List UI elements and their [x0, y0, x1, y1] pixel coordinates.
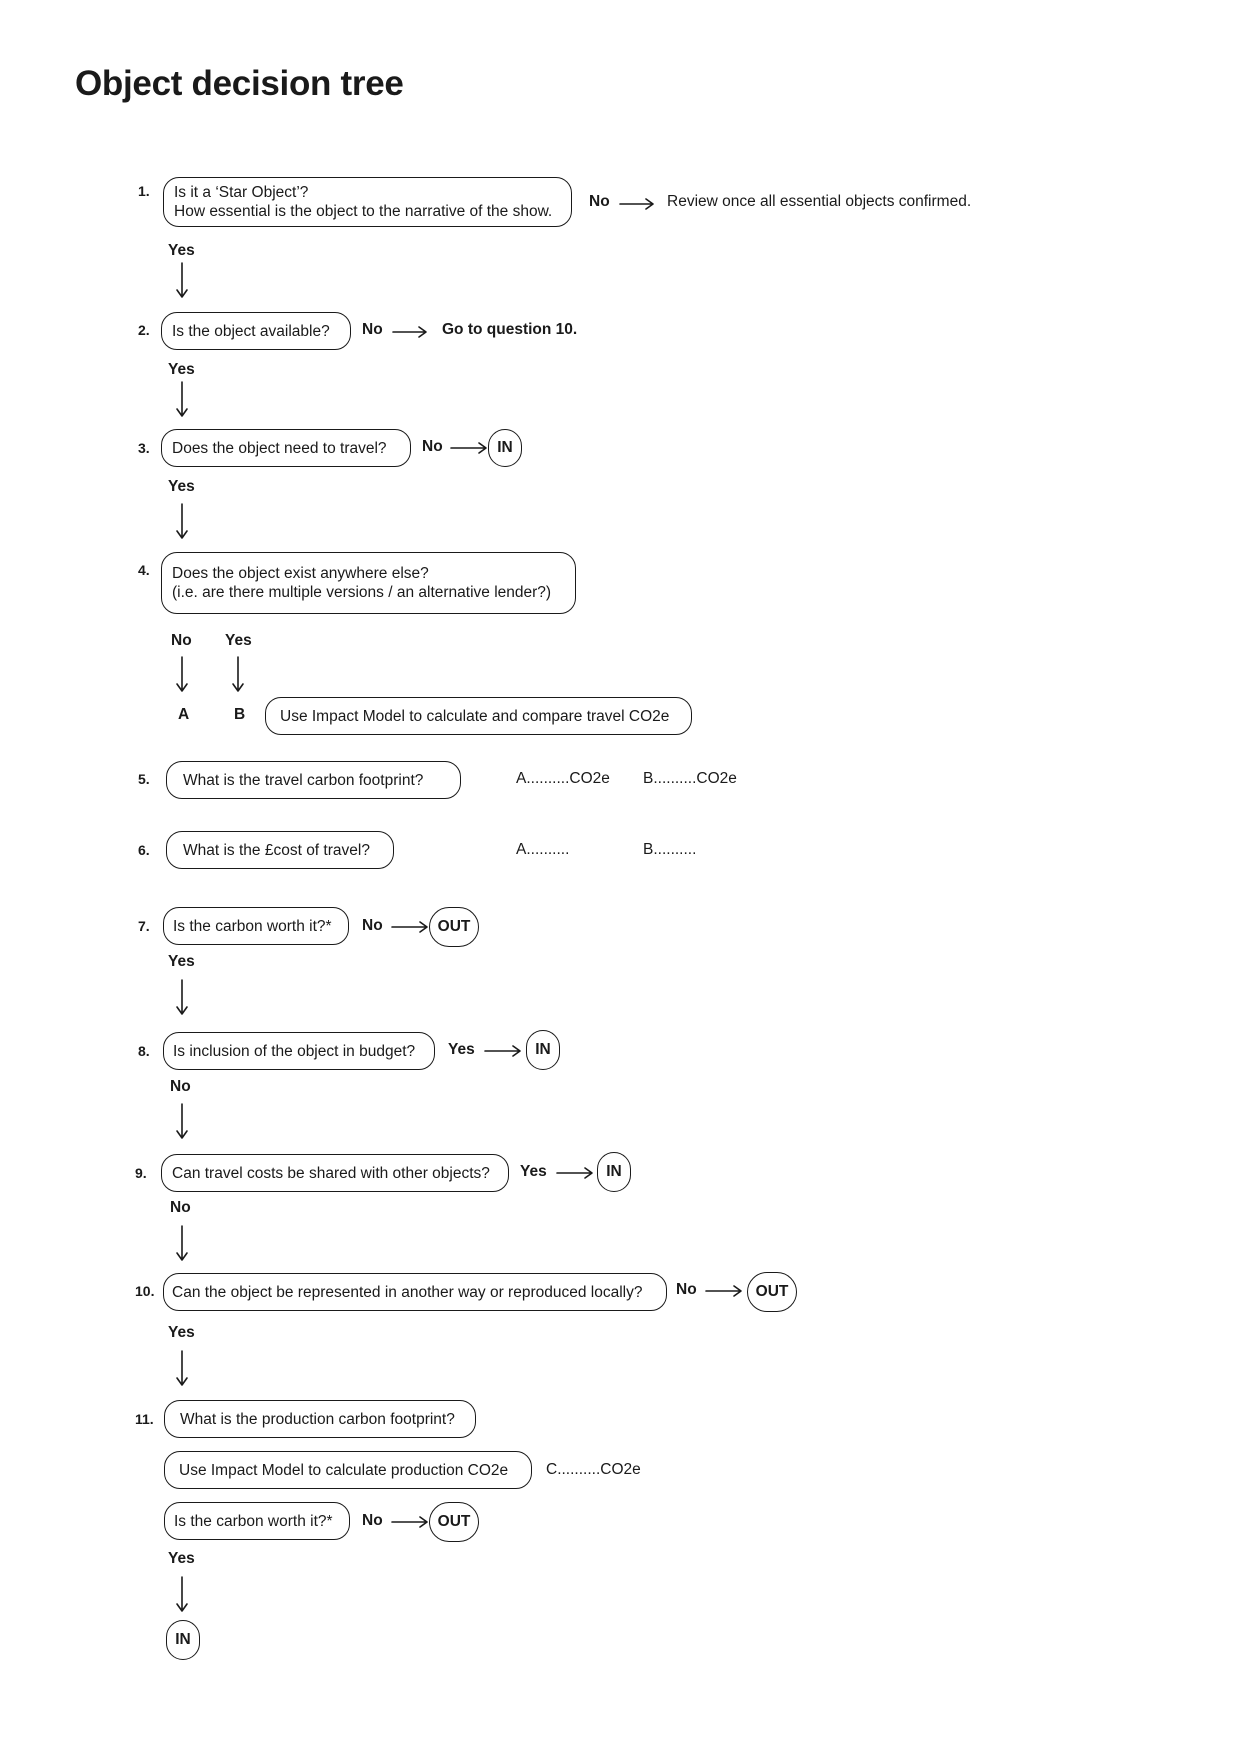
q11-worth-box: [164, 1502, 350, 1540]
q4-line2: (i.e. are there multiple versions / an alternative lender?): [172, 584, 552, 601]
q6-number: 6.: [138, 842, 150, 858]
q11-impact-text: Use Impact Model to calculate production CO2e: [179, 1461, 509, 1479]
q10-yes-arrow-icon: [172, 1350, 192, 1388]
q10-yes-label: Yes: [168, 1324, 195, 1341]
q7-no-label: No: [362, 917, 383, 934]
q2-text: Is the object available?: [172, 322, 330, 340]
q11-yes-arrow-icon: [172, 1576, 192, 1614]
q2-number: 2.: [138, 322, 150, 338]
q1-no-arrow-icon: [619, 194, 655, 214]
q8-number: 8.: [138, 1043, 150, 1059]
q9-yes-label: Yes: [520, 1163, 547, 1180]
q3-yes-arrow-icon: [172, 503, 192, 541]
q9-box: [161, 1154, 509, 1192]
q1-line2: How essential is the object to the narrative of the show.: [174, 203, 553, 220]
q9-no-label: No: [170, 1199, 191, 1216]
q6-text: What is the £cost of travel?: [183, 841, 370, 859]
q5-a-value: A..........CO2e: [516, 770, 610, 787]
q11-final-in-result: IN: [166, 1620, 200, 1660]
q8-text: Is inclusion of the object in budget?: [173, 1042, 416, 1060]
q11-no-label: No: [362, 1512, 383, 1529]
q8-in-result: IN: [526, 1030, 560, 1070]
q3-no-arrow-icon: [450, 438, 488, 458]
q5-box: [166, 761, 461, 799]
q2-box: [161, 312, 351, 350]
q3-in-result: IN: [488, 429, 522, 467]
q11-yes-label: Yes: [168, 1550, 195, 1567]
q4-no-arrow-icon: [172, 656, 192, 694]
q4-impact-box: [265, 697, 692, 735]
q2-no-result: Go to question 10.: [442, 321, 578, 338]
q7-number: 7.: [138, 918, 150, 934]
q3-number: 3.: [138, 440, 150, 456]
q11-text: What is the production carbon footprint?: [180, 1410, 455, 1428]
q11-c-value: C..........CO2e: [546, 1461, 641, 1478]
q3-box: [161, 429, 411, 467]
q1-yes-arrow-icon: [172, 262, 192, 300]
q10-number: 10.: [135, 1283, 155, 1299]
q10-box: [163, 1273, 667, 1311]
q9-in-result: IN: [597, 1152, 631, 1192]
q1-no-result: Review once all essential objects confirmed.: [667, 193, 972, 210]
q11-out-result: OUT: [429, 1502, 479, 1542]
q11-worth-text: Is the carbon worth it?*: [174, 1512, 333, 1530]
q4-no-label: No: [171, 632, 192, 649]
q9-number: 9.: [135, 1165, 147, 1181]
q7-text: Is the carbon worth it?*: [173, 917, 332, 935]
q2-no-arrow-icon: [392, 322, 428, 342]
q6-a-value: A..........: [516, 841, 570, 858]
q11-box: [164, 1400, 476, 1438]
q1-number: 1.: [138, 183, 150, 199]
q11-impact-box: [164, 1451, 532, 1489]
q3-yes-label: Yes: [168, 478, 195, 495]
q2-yes-arrow-icon: [172, 381, 192, 419]
q5-number: 5.: [138, 771, 150, 787]
q4-line1: Does the object exist anywhere else?: [172, 565, 429, 582]
q4-impact-text: Use Impact Model to calculate and compare travel CO2e: [280, 707, 670, 725]
q3-no-label: No: [422, 438, 443, 455]
q5-text: What is the travel carbon footprint?: [183, 771, 424, 789]
q8-no-arrow-icon: [172, 1103, 192, 1141]
page-title: Object decision tree: [75, 64, 404, 103]
q8-box: [163, 1032, 435, 1070]
q11-number: 11.: [135, 1411, 154, 1427]
q2-yes-label: Yes: [168, 361, 195, 378]
q6-box: [166, 831, 394, 869]
q6-b-value: B..........: [643, 841, 697, 858]
q10-out-result: OUT: [747, 1272, 797, 1312]
q9-no-arrow-icon: [172, 1225, 192, 1263]
q9-text: Can travel costs be shared with other objects?: [172, 1164, 490, 1182]
q1-no-label: No: [589, 193, 610, 210]
q1-yes-label: Yes: [168, 242, 195, 259]
q10-no-label: No: [676, 1281, 697, 1298]
q4-option-b: B: [234, 706, 246, 723]
q7-yes-arrow-icon: [172, 979, 192, 1017]
q7-no-arrow-icon: [391, 917, 429, 937]
q10-no-arrow-icon: [705, 1281, 743, 1301]
q4-yes-label: Yes: [225, 632, 252, 649]
q7-yes-label: Yes: [168, 953, 195, 970]
q1-line1: Is it a ‘Star Object’?: [174, 184, 309, 201]
q8-yes-arrow-icon: [484, 1041, 522, 1061]
q5-b-value: B..........CO2e: [643, 770, 737, 787]
q2-no-label: No: [362, 321, 383, 338]
q8-no-label: No: [170, 1078, 191, 1095]
q7-out-result: OUT: [429, 907, 479, 947]
q4-yes-arrow-icon: [228, 656, 248, 694]
q4-box: [161, 552, 576, 614]
q1-box: [163, 177, 572, 227]
q4-option-a: A: [178, 706, 190, 723]
q8-yes-label: Yes: [448, 1041, 475, 1058]
q3-text: Does the object need to travel?: [172, 439, 387, 457]
q11-no-arrow-icon: [391, 1512, 429, 1532]
q7-box: [163, 907, 349, 945]
q10-text: Can the object be represented in another way or reproduced locally?: [172, 1283, 643, 1301]
q4-number: 4.: [138, 562, 150, 578]
q9-yes-arrow-icon: [556, 1163, 594, 1183]
